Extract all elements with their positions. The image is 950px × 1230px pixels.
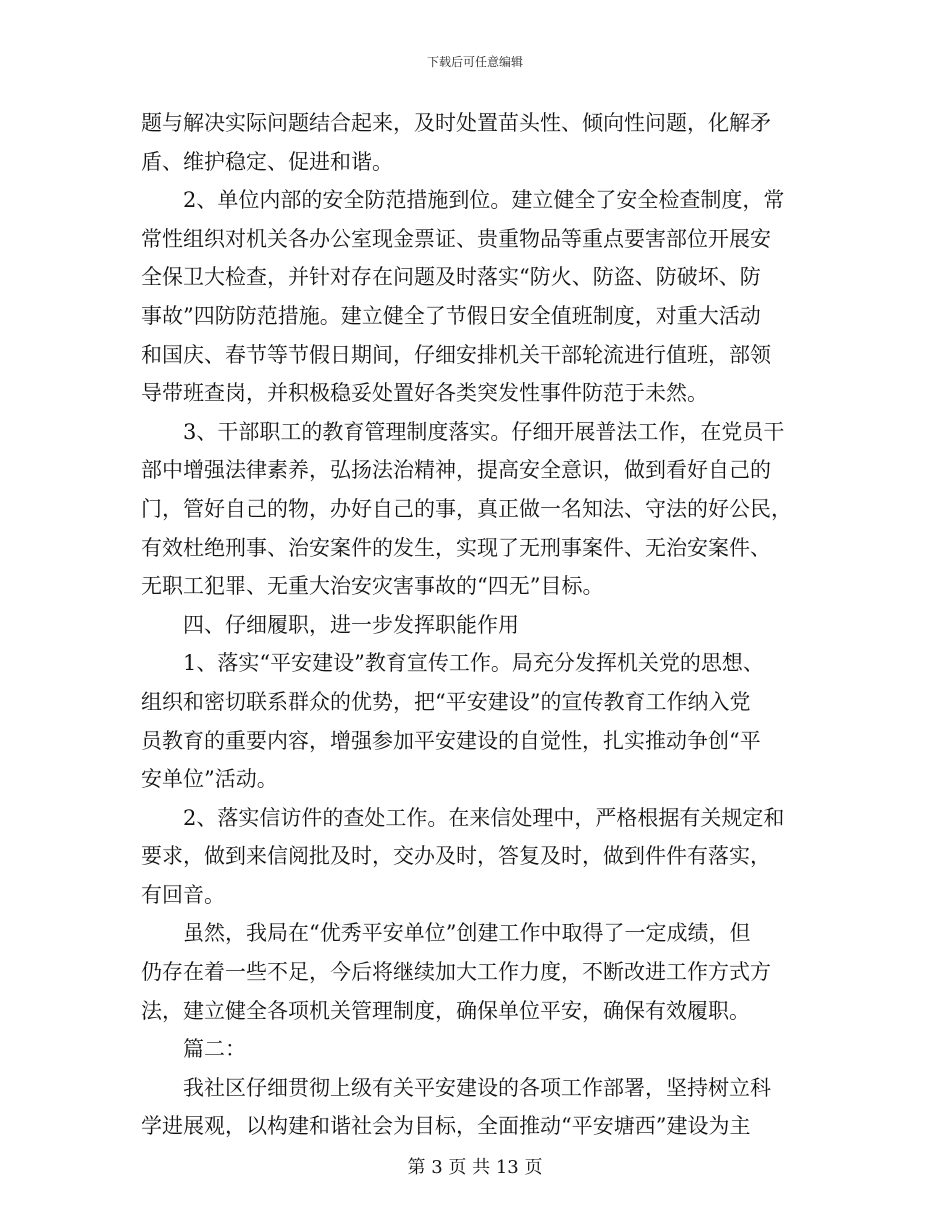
text-line: 有回音。 [141, 882, 225, 907]
text-line: 和国庆、春节等节假日期间，仔细安排机关干部轮流进行值班，部领 [141, 342, 771, 367]
text-line: 篇二： [183, 1037, 246, 1062]
text-line: 1、落实“平安建设”教育宣传工作。局充分发挥机关党的思想、 [183, 651, 764, 676]
page-header: 下载后可任意编辑 [426, 55, 523, 69]
text-line: 2、单位内部的安全防范措施到位。建立健全了安全检查制度，常 [183, 188, 785, 213]
text-line: 虽然，我局在“优秀平安单位”创建工作中取得了一定成绩，但 [183, 921, 751, 946]
text-line: 组织和密切联系群众的优势，把“平安建设”的宣传教育工作纳入党 [141, 689, 751, 714]
text-line: 盾、维护稳定、促进和谐。 [141, 149, 393, 174]
text-line: 有效杜绝刑事、治安案件的发生，实现了无刑事案件、无治安案件、 [141, 535, 771, 560]
text-line: 我社区仔细贯彻上级有关平安建设的各项工作部署，坚持树立科 [183, 1075, 771, 1100]
text-line: 部中增强法律素养，弘扬法治精神，提高安全意识，做到看好自己的 [141, 458, 771, 483]
text-line: 事故”四防防范措施。建立健全了节假日安全值班制度，对重大活动 [141, 303, 761, 328]
text-line: 员教育的重要内容，增强参加平安建设的自觉性，扎实推动争创“平 [141, 728, 761, 753]
text-line: 2、落实信访件的查处工作。在来信处理中，严格根据有关规定和 [183, 805, 785, 830]
document-body [141, 104, 821, 1146]
text-line: 四、仔细履职，进一步发挥职能作用 [183, 612, 519, 637]
text-line: 要求，做到来信阅批及时，交办及时，答复及时，做到件件有落实， [141, 844, 771, 869]
text-line: 安单位”活动。 [141, 767, 278, 792]
text-line: 门，管好自己的物，办好自己的事，真正做一名知法、守法的好公民， [141, 496, 792, 521]
text-line: 法，建立健全各项机关管理制度，确保单位平安，确保有效履职。 [141, 998, 750, 1023]
page-footer: 第 3 页 共 13 页 [407, 1157, 543, 1178]
text-line: 3、干部职工的教育管理制度落实。仔细开展普法工作，在党员干 [183, 419, 785, 444]
text-line: 无职工犯罪、无重大治安灾害事故的“四无”目标。 [141, 574, 604, 599]
text-line: 常性组织对机关各办公室现金票证、贵重物品等重点要害部位开展安 [141, 226, 771, 251]
text-line: 导带班查岗，并积极稳妥处置好各类突发性事件防范于未然。 [141, 381, 708, 406]
text-line: 学进展观，以构建和谐社会为目标，全面推动“平安塘西”建设为主 [141, 1114, 751, 1139]
text-line: 仍存在着一些不足，今后将继续加大工作力度，不断改进工作方式方 [141, 960, 771, 985]
text-line: 题与解决实际问题结合起来，及时处置苗头性、倾向性问题，化解矛 [141, 111, 771, 135]
text-line: 全保卫大检查，并针对存在问题及时落实“防火、防盗、防破坏、防 [141, 265, 761, 290]
